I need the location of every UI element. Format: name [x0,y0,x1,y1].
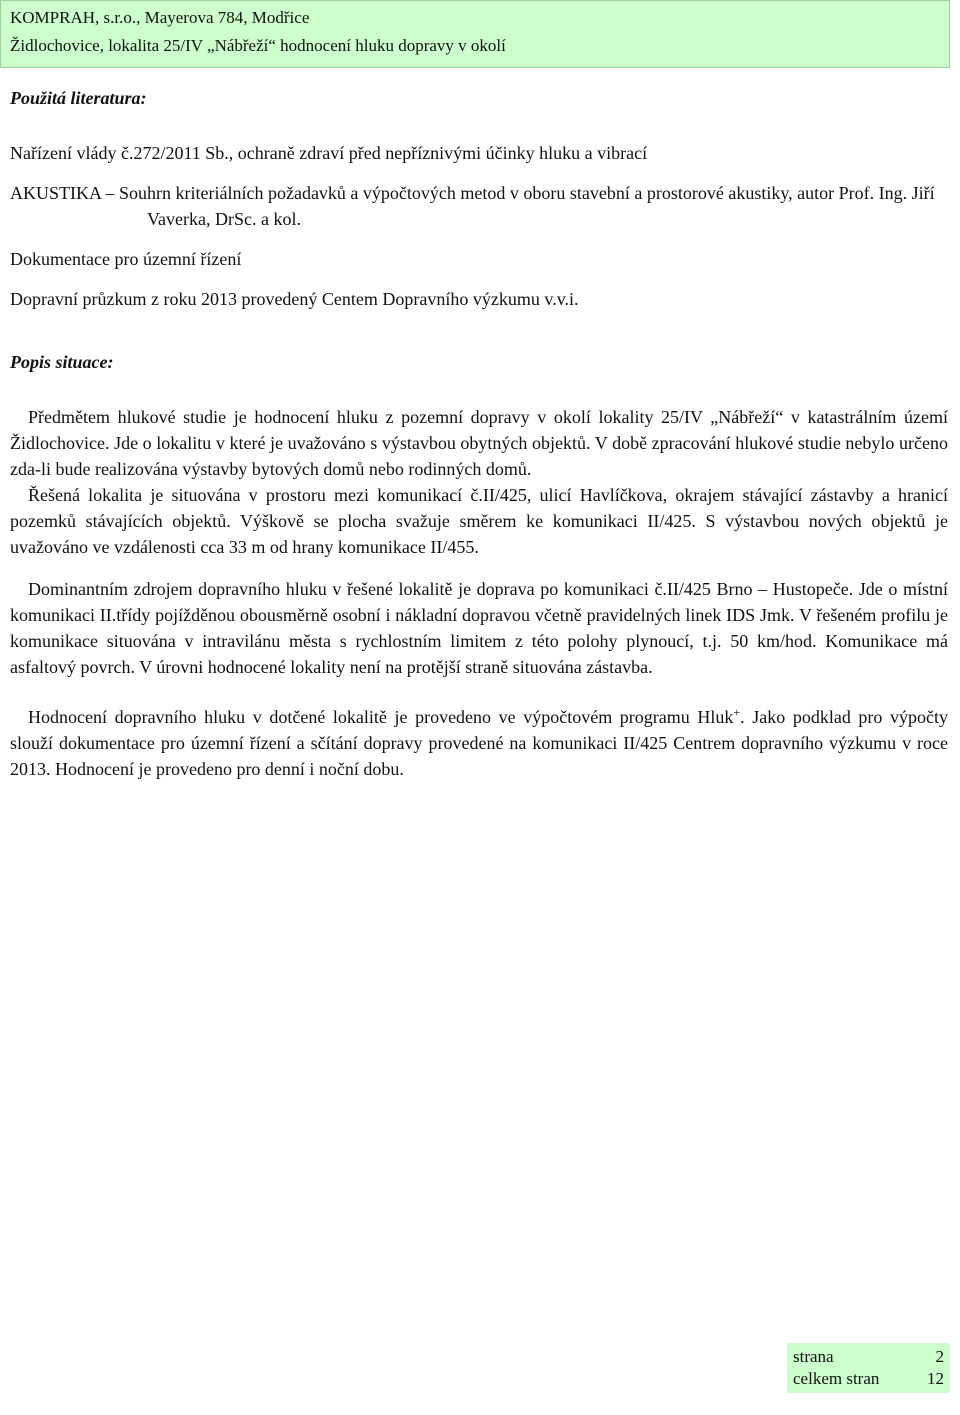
total-pages: 12 [927,1369,944,1388]
page-header [0,0,950,68]
situation-paragraph-4 [10,704,948,782]
literature-item: AKUSTIKA – Souhrn kriteriálních požadavků a výpočtových metod v oboru stavební a prostorové akustiky, autor Prof. Ing. Jiří Vaverka, DrSc. a kol. [10,183,935,229]
literature-heading: Použitá literatura: [10,88,147,108]
p4-text-start: Hodnocení dopravního hluku v dotčené lokalitě je provedeno ve výpočtovém programu Hluk [28,707,734,727]
p4-superscript: + [733,705,741,719]
document-body [10,86,948,782]
situation-paragraph-3: Dominantním zdrojem dopravního hluku v řešené lokalitě je doprava po komunikaci č.II/425 Brno – Hustopeče. Jde o místní komunikaci II.třídy pojížděnou obousměrně osobní i nákladní dopravou včetně pravidelných linek IDS Jmk. V řešeném profilu je komunikace situována v intravilánu města s rychlostním limitem z této polohy plynoucí, t.j. 50 km/hod. Komunikace má asfaltový povrch. V úrovni hodnocené lokality není na protější straně situována zástavba. [10,579,948,677]
situation-paragraph-2: Řešená lokalita je situována v prostoru mezi komunikací č.II/425, ulicí Havlíčkova, okrajem stávající zástavby a hranicí pozemků stávajících objektů. Výškově se plocha svažuje směrem ke komunikaci II/425. S výstavbou nových objektů je uvažováno ve vzdálenosti cca 33 m od hrany komunikace II/455. [10,485,948,557]
p4-text-end: . Jako podklad pro výpočty slouží dokumentace pro územní řízení a sčítání dopravy provedené na komunikaci II/425 Centrem dopravního výzkumu v roce 2013. Hodnocení je provedeno pro denní i noční dobu. [10,707,949,779]
situation-paragraph-1: Předmětem hlukové studie je hodnocení hluku z pozemní dopravy v okolí lokality 25/IV „Nábřeží“ v katastrálním území Židlochovice. Jde o lokalitu v které je uvažováno s výstavbou obytných objektů. V době zpracování hlukové studie nebylo určeno zda-li bude realizována výstavby bytových domů nebo rodinných domů. [10,407,948,479]
literature-item: Nařízení vlády č.272/2011 Sb., ochraně zdraví před nepříznivými účinky hluku a vibrací [10,143,648,163]
literature-item: Dokumentace pro územní řízení [10,249,242,269]
page-total-row [793,1368,944,1390]
page-label: strana [793,1347,834,1366]
situation-heading: Popis situace: [10,352,114,372]
header-company: KOMPRAH, s.r.o., Mayerova 784, Modřice [10,8,310,27]
page-footer [787,1343,950,1393]
page-number-row [793,1346,944,1368]
total-label: celkem stran [793,1369,880,1388]
page-number: 2 [935,1347,944,1366]
header-project: Židlochovice, lokalita 25/IV „Nábřeží“ hodnocení hluku dopravy v okolí [10,36,506,55]
literature-item: Dopravní průzkum z roku 2013 provedený Centem Dopravního výzkumu v.v.i. [10,289,579,309]
